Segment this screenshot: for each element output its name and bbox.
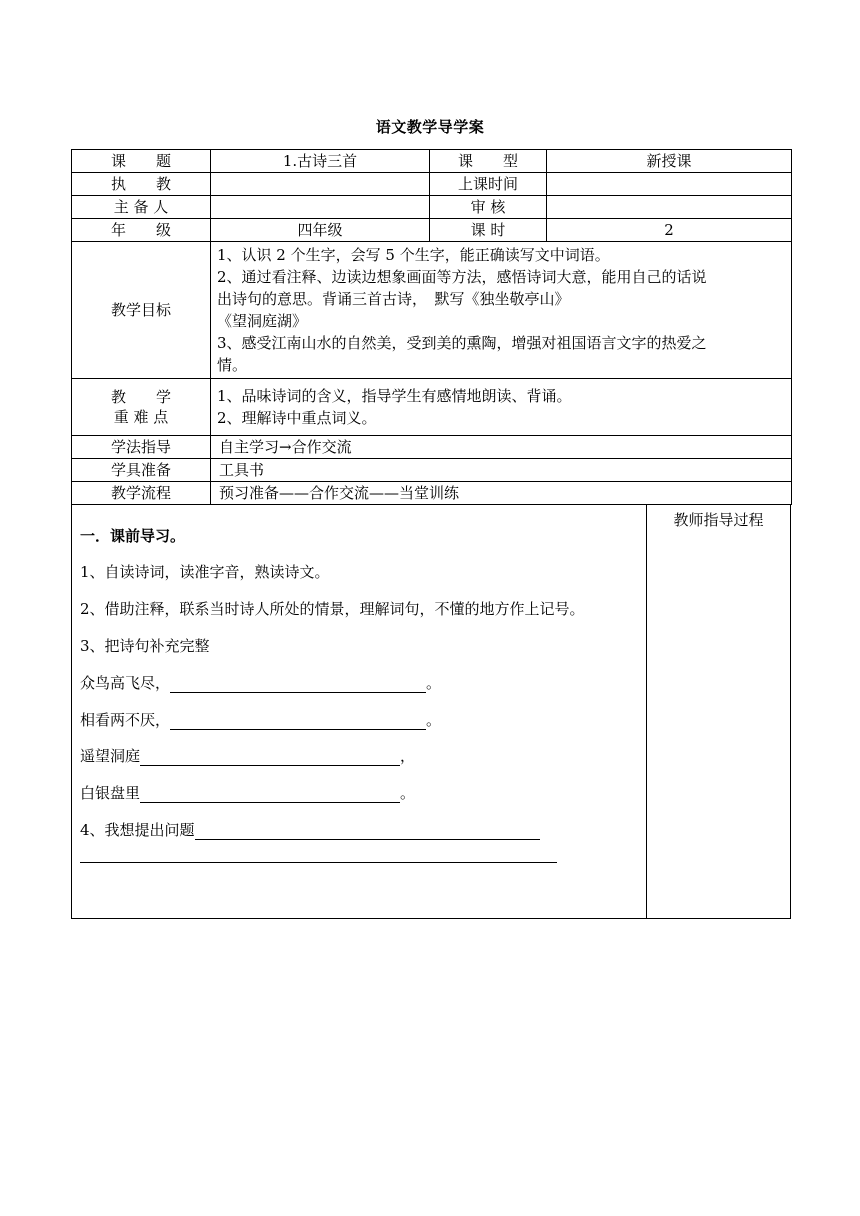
difficulty-label: [72, 379, 211, 436]
fill-prefix: 白银盘里: [80, 784, 141, 802]
lesson-info-table: [71, 149, 792, 505]
answer-rule[interactable]: [80, 862, 557, 863]
fill-suffix: 。: [426, 711, 442, 729]
section-heading: 一．课前导习。: [80, 527, 186, 545]
fill-suffix: 。: [426, 674, 442, 692]
fill-suffix: 。: [400, 784, 416, 802]
fill-blank[interactable]: [170, 676, 426, 693]
tools-value: 工具书: [211, 459, 792, 482]
teacher-column-heading: 教师指导过程: [673, 511, 764, 529]
goal-line: 1、认识 2 个生字，会写 5 个生字，能正确读写文中词语。: [217, 246, 610, 264]
fill-blank[interactable]: [140, 749, 400, 766]
fill-prefix: 众鸟高飞尽，: [80, 674, 171, 692]
difficulty-line: 2、理解诗中重点词义。: [217, 409, 377, 427]
fill-prefix: 相看两不厌，: [80, 711, 171, 729]
hours-value: 2: [547, 219, 792, 242]
difficulty-label-line1: 教 学: [110, 388, 171, 406]
question-prompt: 4、我想提出问题: [80, 821, 195, 839]
goals-content: [211, 242, 792, 379]
process-value: 预习准备——合作交流——当堂训练: [211, 482, 792, 505]
grade-label: 年 级: [72, 219, 211, 242]
time-value: [547, 173, 792, 196]
type-value: 新授课: [547, 150, 792, 173]
goal-line: 3、感受江南山水的自然美，受到美的熏陶，增强对祖国语言文字的热爱之: [217, 334, 707, 352]
difficulty-label-line2: 重 难 点: [113, 408, 169, 426]
task-item-3: 3、把诗句补充完整: [80, 637, 210, 655]
fill-line-3: [80, 745, 415, 766]
goal-line: 出诗句的意思。背诵三首古诗， 默写《独坐敬亭山》: [217, 290, 570, 308]
task-item-2: 2、借助注释，联系当时诗人所处的情景，理解词句，不懂的地方作上记号。: [80, 600, 585, 618]
tools-label: 学具准备: [72, 459, 211, 482]
fill-prefix: 遥望洞庭: [80, 747, 141, 765]
preparer-label: 主 备 人: [72, 196, 211, 219]
preparer-value: [211, 196, 430, 219]
goals-label: 教学目标: [72, 242, 211, 379]
task-item-1: 1、自读诗词，读准字音，熟读诗文。: [80, 563, 330, 581]
student-work-column: [72, 505, 647, 918]
hours-label: 课 时: [430, 219, 547, 242]
fill-line-2: [80, 709, 441, 730]
difficulty-content: [211, 379, 792, 436]
goal-line: 情。: [217, 356, 248, 374]
teacher-value: [211, 173, 430, 196]
fill-line-4: [80, 782, 415, 803]
topic-label: 课 题: [72, 150, 211, 173]
fill-suffix: ，: [400, 747, 416, 765]
review-value: [547, 196, 792, 219]
method-value: 自主学习→合作交流: [211, 436, 792, 459]
fill-line-1: [80, 672, 441, 693]
topic-value: 1.古诗三首: [211, 150, 430, 173]
type-label: 课 型: [430, 150, 547, 173]
document-title: 语文教学导学案: [375, 118, 485, 136]
process-label: 教学流程: [72, 482, 211, 505]
method-label: 学法指导: [72, 436, 211, 459]
goal-line: 《望洞庭湖》: [217, 312, 308, 330]
time-label: 上课时间: [430, 173, 547, 196]
question-line: [80, 819, 540, 840]
question-blank[interactable]: [195, 823, 540, 840]
difficulty-line: 1、品味诗词的含义，指导学生有感情地朗读、背诵。: [217, 387, 572, 405]
lesson-flow-section: [71, 505, 791, 919]
goal-line: 2、通过看注释、边读边想象画面等方法，感悟诗词大意，能用自己的话说: [217, 268, 707, 286]
grade-value: 四年级: [211, 219, 430, 242]
review-label: 审 核: [430, 196, 547, 219]
fill-blank[interactable]: [140, 786, 400, 803]
teacher-label: 执 教: [72, 173, 211, 196]
fill-blank[interactable]: [170, 713, 426, 730]
teacher-guidance-column: [647, 505, 790, 922]
